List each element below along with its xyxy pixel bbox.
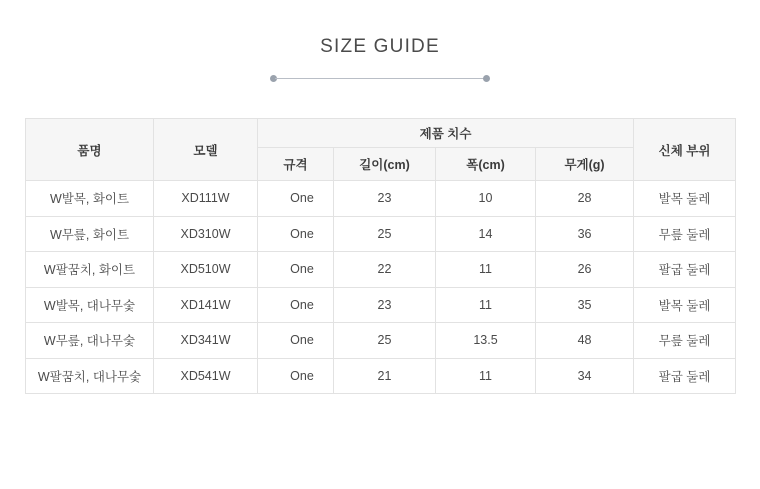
cell-name: W무릎, 대나무숯 — [26, 323, 154, 359]
cell-name: W무릎, 화이트 — [26, 216, 154, 252]
table-header-row-1 — [26, 119, 736, 148]
cell-width: 11 — [436, 252, 536, 288]
cell-width: 11 — [436, 287, 536, 323]
header-cell-model: 모델 — [154, 119, 258, 181]
cell-weight: 34 — [536, 358, 634, 394]
cell-weight: 35 — [536, 287, 634, 323]
cell-name: W팔꿈치, 화이트 — [26, 252, 154, 288]
cell-length: 23 — [334, 181, 436, 217]
cell-body-part: 발목 둘레 — [634, 287, 736, 323]
table-row — [26, 181, 736, 217]
table-row — [26, 252, 736, 288]
cell-model: XD541W — [154, 358, 258, 394]
table-row — [26, 216, 736, 252]
cell-body-part: 발목 둘레 — [634, 181, 736, 217]
cell-width: 11 — [436, 358, 536, 394]
page-title: SIZE GUIDE — [320, 36, 440, 57]
cell-width: 10 — [436, 181, 536, 217]
cell-body-part: 팔굽 둘레 — [634, 358, 736, 394]
cell-model: XD510W — [154, 252, 258, 288]
cell-length: 22 — [334, 252, 436, 288]
divider-line — [275, 78, 485, 79]
header-cell-spec: 규격 — [258, 148, 334, 181]
cell-length: 25 — [334, 323, 436, 359]
cell-spec: One — [258, 287, 334, 323]
table-row — [26, 323, 736, 359]
cell-body-part: 무릎 둘레 — [634, 216, 736, 252]
header-cell-body-part: 신체 부위 — [634, 119, 736, 181]
cell-weight: 48 — [536, 323, 634, 359]
cell-body-part: 팔굽 둘레 — [634, 252, 736, 288]
cell-length: 23 — [334, 287, 436, 323]
cell-weight: 28 — [536, 181, 634, 217]
cell-model: XD310W — [154, 216, 258, 252]
cell-model: XD341W — [154, 323, 258, 359]
cell-name: W발목, 화이트 — [26, 181, 154, 217]
table-head — [26, 119, 736, 181]
cell-spec: One — [258, 181, 334, 217]
cell-name: W팔꿈치, 대나무숯 — [26, 358, 154, 394]
cell-model: XD111W — [154, 181, 258, 217]
header-cell-name: 품명 — [26, 119, 154, 181]
header-cell-product-dimensions: 제품 치수 — [258, 119, 634, 148]
cell-width: 13.5 — [436, 323, 536, 359]
title-divider — [270, 74, 490, 84]
cell-spec: One — [258, 358, 334, 394]
cell-spec: One — [258, 252, 334, 288]
divider-dot-right — [483, 75, 490, 82]
cell-name: W발목, 대나무숯 — [26, 287, 154, 323]
cell-length: 21 — [334, 358, 436, 394]
cell-body-part: 무릎 둘레 — [634, 323, 736, 359]
size-table-container — [25, 118, 735, 394]
header-cell-length: 길이(cm) — [334, 148, 436, 181]
cell-width: 14 — [436, 216, 536, 252]
cell-spec: One — [258, 216, 334, 252]
size-table — [25, 118, 736, 394]
cell-model: XD141W — [154, 287, 258, 323]
header-cell-width: 폭(cm) — [436, 148, 536, 181]
table-row — [26, 358, 736, 394]
cell-weight: 36 — [536, 216, 634, 252]
cell-spec: One — [258, 323, 334, 359]
cell-length: 25 — [334, 216, 436, 252]
table-body — [26, 181, 736, 394]
header-cell-weight: 무게(g) — [536, 148, 634, 181]
cell-weight: 26 — [536, 252, 634, 288]
table-row — [26, 287, 736, 323]
